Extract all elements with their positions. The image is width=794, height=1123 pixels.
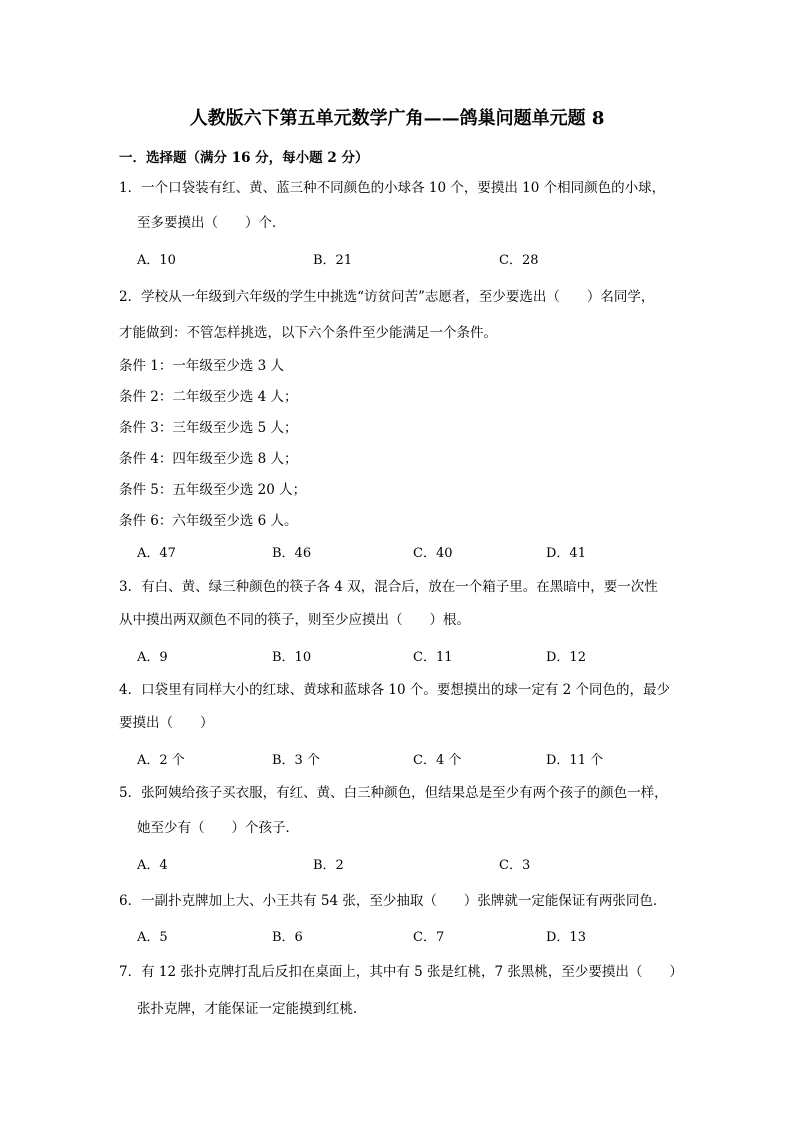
- q3-option-b: B．10: [272, 650, 312, 665]
- q5-option-b: B．2: [313, 858, 344, 873]
- q6-option-a: A．5: [137, 930, 168, 945]
- q2-option-b: B．46: [272, 546, 312, 561]
- q3-stem-cont: 从中摸出两双颜色不同的筷子，则至少应摸出（ ）根。: [119, 612, 470, 628]
- q7-stem: 7．有 12 张扑克牌打乱后反扣在桌面上，其中有 5 张是红桃，7 张黑桃，至少要摸出（ ）: [119, 964, 683, 980]
- section-heading: 一．选择题（满分 16 分，每小题 2 分）: [119, 150, 369, 166]
- q2-condition: 条件 2：二年级至少选 4 人；: [119, 389, 298, 405]
- q4-stem: 4．口袋里有同样大小的红球、黄球和蓝球各 10 个。要想摸出的球一定有 2 个同色的，最少: [119, 682, 671, 698]
- q1-stem-cont: 至多要摸出（ ）个．: [137, 215, 286, 231]
- q2-condition: 条件 6：六年级至少选 6 人。: [119, 513, 298, 529]
- q2-condition: 条件 4：四年级至少选 8 人；: [119, 451, 298, 467]
- q6-option-c: C．7: [413, 930, 445, 945]
- q5-stem: 5．张阿姨给孩子买衣服，有红、黄、白三种颜色，但结果总是至少有两个孩子的颜色一样，: [119, 785, 668, 801]
- q1-option-c: C．28: [499, 253, 539, 268]
- q3-option-a: A．9: [137, 650, 168, 665]
- q6-stem: 6．一副扑克牌加上大、小王共有 54 张，至少抽取（ ）张牌就一定能保证有两张同色．: [119, 893, 667, 909]
- q2-condition: 条件 1：一年级至少选 3 人: [119, 358, 285, 374]
- q1-stem: 1．一个口袋装有红、黄、蓝三种不同颜色的小球各 10 个，要摸出 10 个相同颜色的小球，: [119, 180, 666, 196]
- q1-option-a: A．10: [137, 253, 176, 268]
- q5-option-c: C．3: [499, 858, 531, 873]
- q2-condition: 条件 5：五年级至少选 20 人；: [119, 482, 307, 498]
- q2-stem: 2．学校从一年级到六年级的学生中挑选“访贫问苦”志愿者，至少要选出（ ）名同学，: [119, 289, 655, 305]
- q2-option-d: D．41: [546, 546, 586, 561]
- q2-option-c: C．40: [413, 546, 453, 561]
- q3-option-c: C．11: [413, 650, 453, 665]
- q6-option-d: D．13: [546, 930, 586, 945]
- q7-stem-cont: 张扑克牌，才能保证一定能摸到红桃．: [137, 1001, 367, 1017]
- q5-option-a: A．4: [137, 858, 168, 873]
- q3-option-d: D．12: [546, 650, 586, 665]
- q5-stem-cont: 她至少有（ ）个孩子．: [137, 820, 299, 836]
- page-title: 人教版六下第五单元数学广角——鸽巢问题单元题 8: [189, 108, 605, 129]
- q2-stem-cont: 才能做到：不管怎样挑选，以下六个条件至少能满足一个条件。: [119, 325, 497, 341]
- q4-option-b: B．3 个: [272, 753, 320, 768]
- q2-option-a: A．47: [137, 546, 176, 561]
- q4-option-c: C．4 个: [413, 753, 462, 768]
- q4-option-a: A．2 个: [137, 753, 185, 768]
- q3-stem: 3．有白、黄、绿三种颜色的筷子各 4 双，混合后，放在一个箱子里。在黑暗中，要一次性: [119, 579, 658, 595]
- q1-option-b: B．21: [313, 253, 353, 268]
- q2-condition: 条件 3：三年级至少选 5 人；: [119, 420, 298, 436]
- q6-option-b: B．6: [272, 930, 303, 945]
- q4-option-d: D．11 个: [546, 753, 604, 768]
- q4-stem-cont: 要摸出（ ）: [119, 715, 214, 731]
